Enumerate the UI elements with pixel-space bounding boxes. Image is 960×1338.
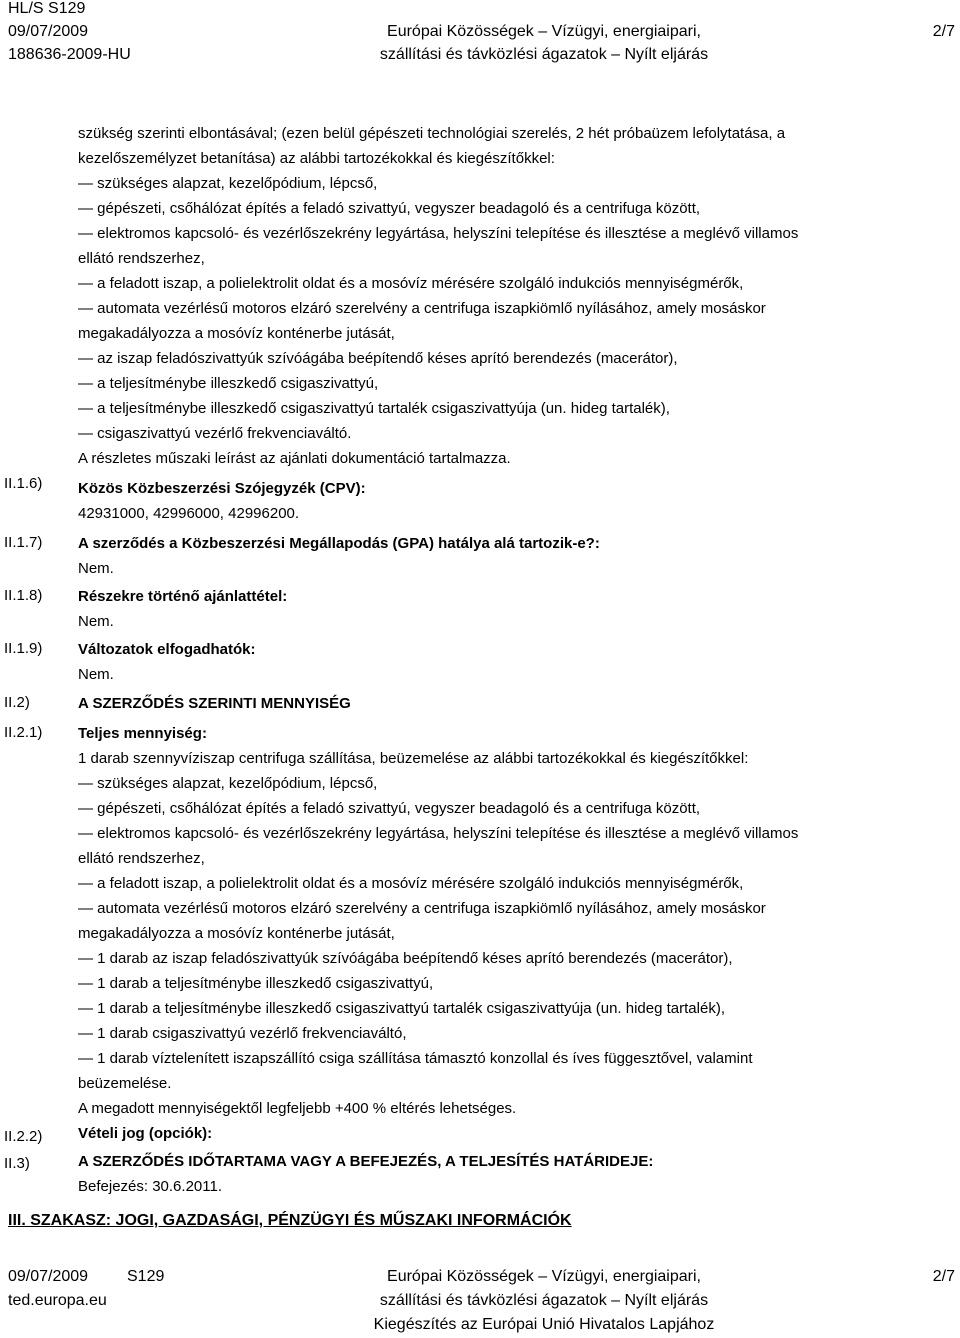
section-three-heading: III. SZAKASZ: JOGI, GAZDASÁGI, PÉNZÜGYI ÉS MŰSZAKI INFORMÁCIÓK bbox=[8, 1212, 572, 1229]
footer-website: ted.europa.eu bbox=[8, 1292, 107, 1309]
lots-title: Részekre történő ajánlattétel: bbox=[78, 588, 288, 605]
list-item: — a teljesítménybe illeszkedő csigaszivattyú tartalék csigaszivattyúja (un. hideg tartalék), bbox=[78, 396, 928, 421]
section-code-lots: II.1.8) bbox=[4, 587, 43, 604]
cpv-value: 42931000, 42996000, 42996200. bbox=[78, 505, 300, 522]
duration-title: A SZERZŐDÉS IDŐTARTAMA VAGY A BEFEJEZÉS, A TELJESÍTÉS HATÁRIDEJE: bbox=[78, 1153, 654, 1170]
lots-value: Nem. bbox=[78, 613, 114, 630]
page-footer bbox=[0, 1262, 960, 1338]
list-item: — elektromos kapcsoló- és vezérlőszekrény legyártása, helyszíni telepítése és illesztése a meglévő villamos bbox=[78, 221, 928, 246]
section-code-duration: II.3) bbox=[4, 1155, 30, 1172]
list-item: — szükséges alapzat, kezelőpódium, lépcső, bbox=[78, 771, 928, 796]
intro-end: A részletes műszaki leírást az ajánlati dokumentáció tartalmazza. bbox=[78, 450, 511, 467]
header-page-number: 2/7 bbox=[932, 23, 955, 40]
footer-series: S129 bbox=[127, 1268, 165, 1285]
list-item: — 1 darab csigaszivattyú vezérlő frekvenciaváltó, bbox=[78, 1021, 928, 1046]
list-item: — elektromos kapcsoló- és vezérlőszekrény legyártása, helyszíni telepítése és illesztése a meglévő villamos bbox=[78, 821, 928, 846]
footer-title-line3: Kiegészítés az Európai Unió Hivatalos Lapjához bbox=[373, 1316, 715, 1333]
list-item-continuation: ellátó rendszerhez, bbox=[78, 850, 205, 867]
list-item: — a feladott iszap, a polielektrolit oldat és a mosóvíz mérésére szolgáló indukciós mennyiségmérők, bbox=[78, 271, 928, 296]
duration-value: Befejezés: 30.6.2011. bbox=[78, 1178, 222, 1195]
page-header bbox=[0, 0, 960, 80]
footer-date: 09/07/2009 bbox=[8, 1268, 89, 1285]
variants-title: Változatok elfogadhatók: bbox=[78, 641, 256, 658]
footer-page-number: 2/7 bbox=[932, 1268, 955, 1285]
list-item: — az iszap feladószivattyúk szívóágába beépítendő késes aprító berendezés (macerátor), bbox=[78, 346, 928, 371]
quantity-title: A SZERZŐDÉS SZERINTI MENNYISÉG bbox=[78, 695, 351, 712]
list-item-continuation: beüzemelése. bbox=[78, 1075, 172, 1092]
section-code-variants: II.1.9) bbox=[4, 640, 43, 657]
variants-value: Nem. bbox=[78, 666, 114, 683]
options-title: Vételi jog (opciók): bbox=[78, 1125, 213, 1142]
list-item-continuation: ellátó rendszerhez, bbox=[78, 250, 205, 267]
total-end: A megadott mennyiségektől legfeljebb +400 % eltérés lehetséges. bbox=[78, 1100, 517, 1117]
section-code-total: II.2.1) bbox=[4, 724, 43, 741]
section-code-options: II.2.2) bbox=[4, 1128, 43, 1145]
list-item: — automata vezérlésű motoros elzáró szerelvény a centrifuga iszapkiömlő nyílásához, amely mosáskor bbox=[78, 296, 928, 321]
gpa-value: Nem. bbox=[78, 560, 114, 577]
list-item-continuation: megakadályozza a mosóvíz konténerbe jutását, bbox=[78, 925, 395, 942]
total-title: Teljes mennyiség: bbox=[78, 725, 207, 742]
header-notice-id: 188636-2009-HU bbox=[8, 46, 131, 63]
header-date: 09/07/2009 bbox=[8, 23, 89, 40]
list-item: — 1 darab víztelenített iszapszállító csiga szállítása támasztó konzollal és íves függesztővel, valamint bbox=[78, 1046, 928, 1071]
list-item: — 1 darab az iszap feladószivattyúk szívóágába beépítendő késes aprító berendezés (macerátor), bbox=[78, 946, 928, 971]
header-journal-ref: HL/S S129 bbox=[8, 0, 86, 17]
notice-body bbox=[78, 121, 928, 1199]
list-item: — szükséges alapzat, kezelőpódium, lépcső, bbox=[78, 171, 928, 196]
list-item: — a feladott iszap, a polielektrolit oldat és a mosóvíz mérésére szolgáló indukciós mennyiségmérők, bbox=[78, 871, 928, 896]
intro-line: kezelőszemélyzet betanítása) az alábbi tartozékokkal és kiegészítőkkel: bbox=[78, 150, 555, 167]
total-intro: 1 darab szennyvíziszap centrifuga szállítása, beüzemelése az alábbi tartozékokkal és kiegészítőkkel: bbox=[78, 750, 749, 767]
list-item: — gépészeti, csőhálózat építés a feladó szivattyú, vegyszer beadagoló és a centrifuga között, bbox=[78, 796, 928, 821]
section-code-cpv: II.1.6) bbox=[4, 475, 43, 492]
list-item-continuation: megakadályozza a mosóvíz konténerbe jutását, bbox=[78, 325, 395, 342]
intro-line: szükség szerinti elbontásával; (ezen belül gépészeti technológiai szerelés, 2 hét próbaüzem lefolytatása, a bbox=[78, 125, 786, 142]
header-title-line1: Európai Közösségek – Vízügyi, energiaipari, bbox=[387, 23, 701, 40]
list-item: — 1 darab a teljesítménybe illeszkedő csigaszivattyú, bbox=[78, 971, 928, 996]
section-code-gpa: II.1.7) bbox=[4, 534, 43, 551]
section-code-quantity: II.2) bbox=[4, 694, 30, 711]
cpv-title: Közös Közbeszerzési Szójegyzék (CPV): bbox=[78, 480, 366, 497]
footer-title-line1: Európai Közösségek – Vízügyi, energiaipari, bbox=[387, 1268, 701, 1285]
footer-title-line2: szállítási és távközlési ágazatok – Nyílt eljárás bbox=[379, 1292, 709, 1309]
header-title-line2: szállítási és távközlési ágazatok – Nyílt eljárás bbox=[379, 46, 709, 63]
list-item: — automata vezérlésű motoros elzáró szerelvény a centrifuga iszapkiömlő nyílásához, amely mosáskor bbox=[78, 896, 928, 921]
list-item: — 1 darab a teljesítménybe illeszkedő csigaszivattyú tartalék csigaszivattyúja (un. hideg tartalék), bbox=[78, 996, 928, 1021]
list-item: — gépészeti, csőhálózat építés a feladó szivattyú, vegyszer beadagoló és a centrifuga között, bbox=[78, 196, 928, 221]
list-item: — csigaszivattyú vezérlő frekvenciaváltó. bbox=[78, 421, 928, 446]
list-item: — a teljesítménybe illeszkedő csigaszivattyú, bbox=[78, 371, 928, 396]
gpa-title: A szerződés a Közbeszerzési Megállapodás (GPA) hatálya alá tartozik-e?: bbox=[78, 535, 600, 552]
